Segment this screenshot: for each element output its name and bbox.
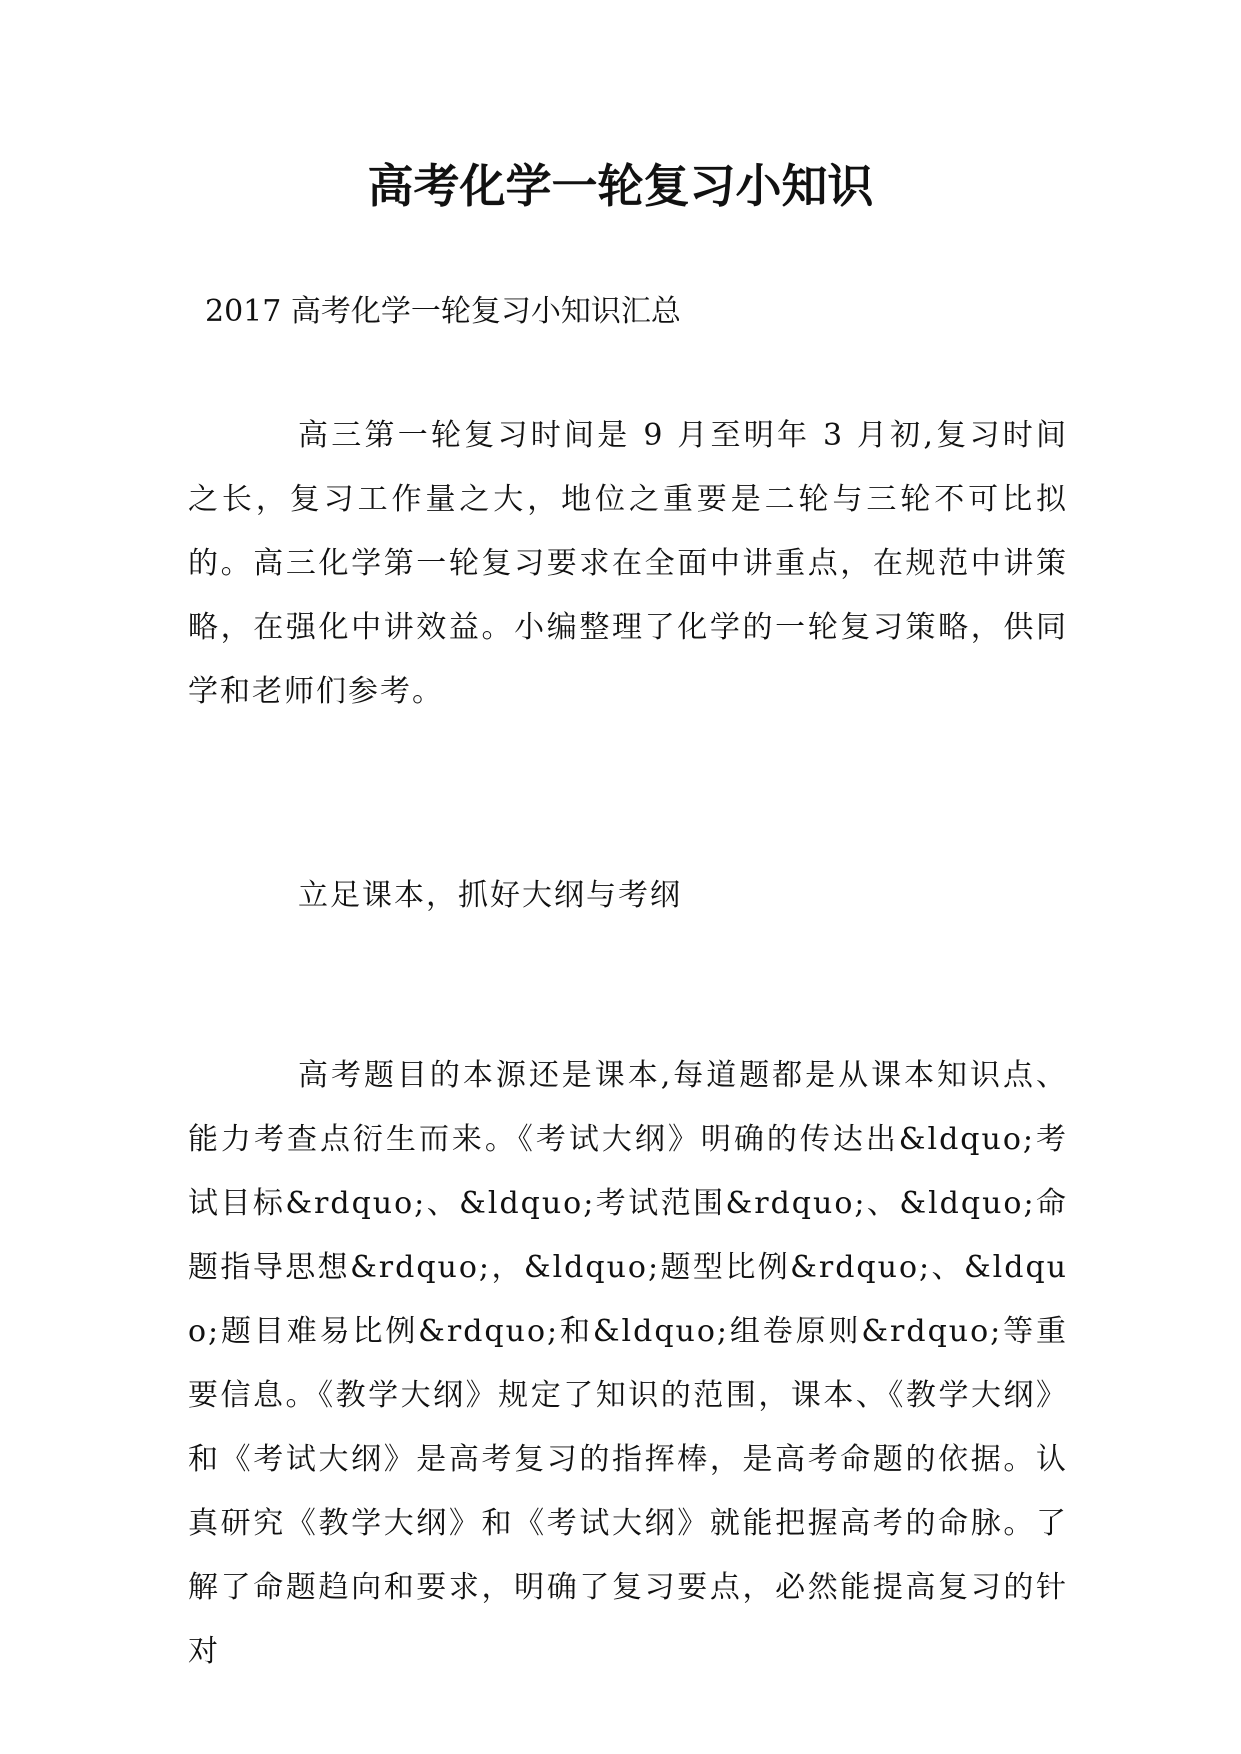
- intro-paragraph: 高三第一轮复习时间是 9 月至明年 3 月初,复习时间之长，复习工作量之大，地位之重要是二轮与三轮不可比拟的。高三化学第一轮复习要求在全面中讲重点，在规范中讲策略，在强化中讲效益。小编整理了化学的一轮复习策略，供同学和老师们参考。: [188, 418, 1068, 709]
- document-title: 高考化学一轮复习小知识: [367, 159, 874, 213]
- section-heading: 立足课本，抓好大纲与考纲: [298, 878, 682, 913]
- body-paragraph: 高考题目的本源还是课本,每道题都是从课本知识点、能力考查点衍生而来。《考试大纲》明确的传达出&ldquo;考试目标&rdquo;、&ldquo;考试范围&rdquo;、&ldquo;命题指导思想&rdquo;，&ldquo;题型比例&rdquo;、&ldquo;题目难易比例&rdquo;和&ldquo;组卷原则&rdquo;等重要信息。《教学大纲》规定了知识的范围，课本、《教学大纲》和《考试大纲》是高考复习的指挥棒，是高考命题的依据。认真研究《教学大纲》和《考试大纲》就能把握高考的命脉。了解了命题趋向和要求，明确了复习要点，必然能提高复习的针对: [188, 1058, 1068, 1669]
- document-subtitle: 2017 高考化学一轮复习小知识汇总: [205, 294, 681, 329]
